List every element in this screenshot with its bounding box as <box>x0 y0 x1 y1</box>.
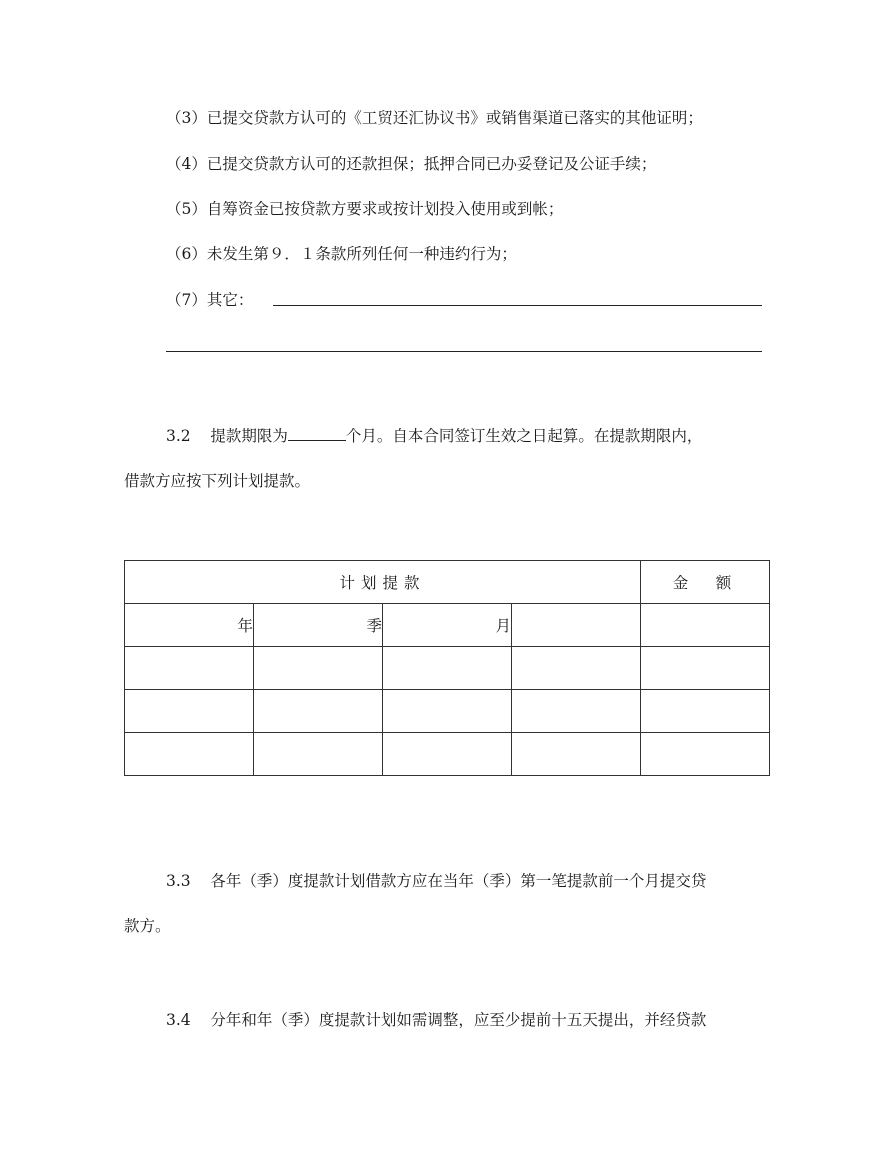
other-blank-line-2 <box>166 351 762 352</box>
table-cell <box>512 604 641 647</box>
clause-3-2-line-1 <box>166 426 702 446</box>
amount-header: 金 额 <box>641 561 770 604</box>
table-cell <box>383 733 512 776</box>
table-cell <box>125 733 254 776</box>
clause-number: 3.2 <box>166 427 191 445</box>
table-cell <box>254 733 383 776</box>
clause-text: 各年（季）度提款计划借款方应在当年（季）第一笔提款前一个月提交贷 <box>210 872 707 890</box>
condition-6: （6）未发生第９．１条款所列任何一种违约行为； <box>166 245 517 263</box>
months-blank <box>288 426 346 441</box>
season-header: 季 <box>254 604 383 647</box>
table-cell <box>641 647 770 690</box>
clause-text: 提款期限为 <box>210 427 288 445</box>
table-cell <box>641 604 770 647</box>
condition-3: （3）已提交贷款方认可的《工贸还汇协议书》或销售渠道已落实的其他证明； <box>166 109 703 127</box>
clause-3-2-line-2: 借款方应按下列计划提款。 <box>124 472 311 490</box>
table-row <box>125 690 770 733</box>
clause-text: 分年和年（季）度提款计划如需调整，应至少提前十五天提出，并经贷款 <box>210 1011 707 1029</box>
year-header: 年 <box>125 604 254 647</box>
table-cell <box>383 647 512 690</box>
table-row <box>125 733 770 776</box>
condition-5: （5）自筹资金已按贷款方要求或按计划投入使用或到帐； <box>166 200 564 218</box>
month-header: 月 <box>383 604 512 647</box>
table-row <box>125 647 770 690</box>
clause-3-3-line-2: 款方。 <box>124 917 171 935</box>
table-subheader-row <box>125 604 770 647</box>
plan-header: 计划提款 <box>125 561 641 604</box>
withdrawal-plan-table <box>124 560 770 776</box>
table-cell <box>254 690 383 733</box>
clause-text: 个月。自本合同签订生效之日起算。在提款期限内， <box>345 427 703 445</box>
clause-number: 3.4 <box>166 1011 191 1029</box>
clause-3-4-line-1 <box>166 1010 706 1030</box>
table-cell <box>641 733 770 776</box>
table-cell <box>125 690 254 733</box>
table-cell <box>383 690 512 733</box>
clause-3-3-line-1 <box>166 871 706 891</box>
table-cell <box>125 647 254 690</box>
table-header-row <box>125 561 770 604</box>
table-cell <box>512 733 641 776</box>
other-blank-line-1 <box>273 305 762 306</box>
table-cell <box>641 690 770 733</box>
condition-4: （4）已提交贷款方认可的还款担保；抵押合同已办妥登记及公证手续； <box>166 155 657 173</box>
clause-number: 3.3 <box>166 872 191 890</box>
table-cell <box>512 690 641 733</box>
table-cell <box>254 647 383 690</box>
table-cell <box>512 647 641 690</box>
condition-7: （7）其它： <box>166 291 254 309</box>
